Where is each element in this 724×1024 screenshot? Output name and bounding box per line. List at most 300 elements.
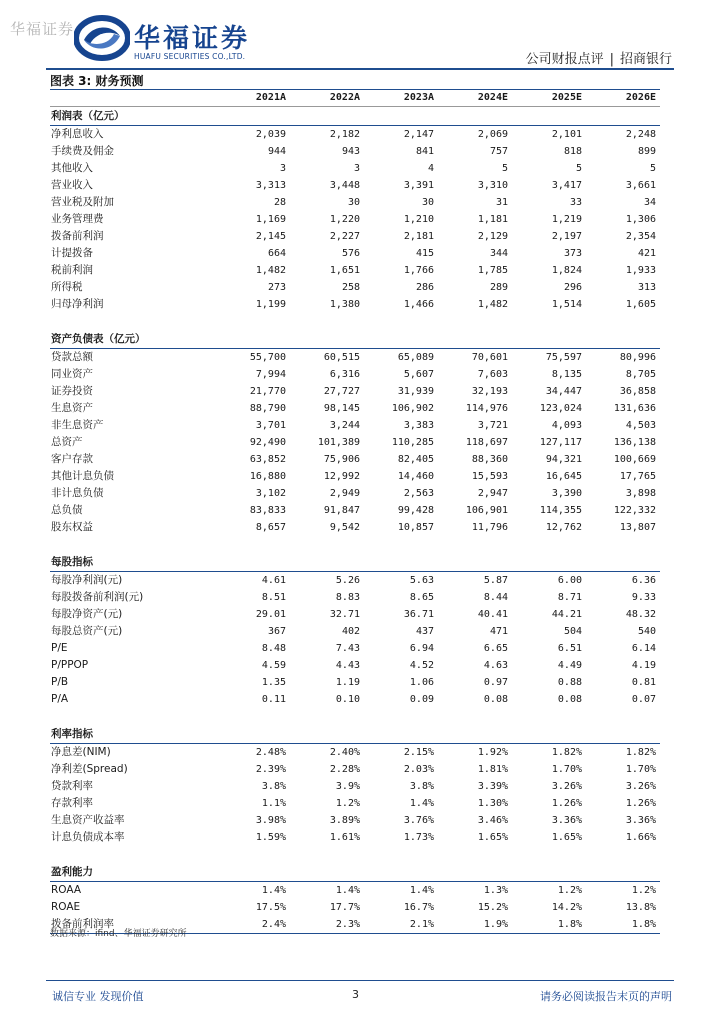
value-cell: 367 bbox=[267, 626, 286, 637]
row-label: 净利差(Spread) bbox=[51, 763, 128, 775]
value-cell: 6.14 bbox=[631, 643, 656, 654]
value-cell: 664 bbox=[267, 248, 286, 259]
spacer-cell bbox=[50, 536, 660, 553]
value-cell: 98,145 bbox=[323, 403, 360, 414]
value-cell: 2.39% bbox=[255, 764, 286, 775]
value-cell: 1.26% bbox=[551, 798, 582, 809]
row-label: 营业收入 bbox=[51, 179, 93, 191]
value-cell: 5.63 bbox=[409, 575, 434, 586]
section-header-row bbox=[50, 725, 660, 744]
row-label: 计提拨备 bbox=[51, 247, 93, 259]
value-cell: 0.07 bbox=[631, 694, 656, 705]
row-label: 每股净资产(元) bbox=[51, 608, 123, 620]
company-name: 招商银行 bbox=[619, 52, 672, 67]
value-cell: 1,766 bbox=[403, 265, 434, 276]
value-cell: 7,994 bbox=[255, 369, 286, 380]
value-cell: 3 bbox=[353, 163, 360, 174]
value-cell: 3,661 bbox=[625, 180, 656, 191]
value-cell: 1.70% bbox=[551, 764, 582, 775]
value-cell: 3,701 bbox=[255, 420, 286, 431]
table-row bbox=[50, 778, 660, 795]
value-cell: 1.4% bbox=[335, 885, 360, 896]
value-cell: 5 bbox=[649, 163, 656, 174]
value-cell: 8.51 bbox=[261, 592, 286, 603]
table-row bbox=[50, 899, 660, 916]
value-cell: 1,651 bbox=[329, 265, 360, 276]
value-cell: 2,182 bbox=[329, 129, 360, 140]
value-cell: 258 bbox=[341, 282, 360, 293]
value-cell: 296 bbox=[563, 282, 582, 293]
row-label: 拨备前利润率 bbox=[50, 916, 216, 934]
year-header-row bbox=[50, 90, 660, 107]
value-cell: 70,601 bbox=[471, 352, 508, 363]
table-row bbox=[50, 245, 660, 262]
value-cell: 1,380 bbox=[329, 299, 360, 310]
section-spacer bbox=[50, 536, 660, 553]
section-spacer bbox=[50, 846, 660, 863]
huafu-logo-icon bbox=[74, 14, 130, 62]
value-cell: 6.51 bbox=[557, 643, 582, 654]
value-cell: 32.71 bbox=[329, 609, 360, 620]
year-header: 2023A bbox=[364, 90, 438, 107]
value-cell: 2,354 bbox=[625, 231, 656, 242]
value-cell: 80,996 bbox=[619, 352, 656, 363]
value-cell: 2.3% bbox=[290, 916, 364, 934]
value-cell: 2,227 bbox=[329, 231, 360, 242]
value-cell: 5 bbox=[575, 163, 582, 174]
value-cell: 34 bbox=[643, 197, 656, 208]
value-cell: 0.08 bbox=[557, 694, 582, 705]
table-row bbox=[50, 262, 660, 279]
value-cell: 3.8% bbox=[409, 781, 434, 792]
table-row bbox=[50, 451, 660, 468]
value-cell: 118,697 bbox=[465, 437, 508, 448]
value-cell: 1.65% bbox=[551, 832, 582, 843]
table-row bbox=[50, 366, 660, 383]
report-info bbox=[526, 48, 672, 67]
value-cell: 127,117 bbox=[539, 437, 582, 448]
value-cell: 28 bbox=[273, 197, 286, 208]
value-cell: 6.94 bbox=[409, 643, 434, 654]
value-cell: 1.4% bbox=[409, 885, 434, 896]
value-cell: 1,199 bbox=[255, 299, 286, 310]
value-cell: 1.06 bbox=[409, 677, 434, 688]
row-label: 存款利率 bbox=[51, 797, 93, 809]
footer-disclaimer: 请务必阅读报告末页的声明 bbox=[540, 990, 672, 1003]
table-row bbox=[50, 589, 660, 606]
value-cell: 3.98% bbox=[255, 815, 286, 826]
value-cell: 3,390 bbox=[551, 488, 582, 499]
value-cell: 15,593 bbox=[471, 471, 508, 482]
value-cell: 3,417 bbox=[551, 180, 582, 191]
value-cell: 3.9% bbox=[335, 781, 360, 792]
value-cell: 2,949 bbox=[329, 488, 360, 499]
value-cell: 94,321 bbox=[545, 454, 582, 465]
value-cell: 1.92% bbox=[477, 747, 508, 758]
value-cell: 1.9% bbox=[438, 916, 512, 934]
table-row bbox=[50, 279, 660, 296]
value-cell: 3.76% bbox=[403, 815, 434, 826]
value-cell: 4 bbox=[427, 163, 434, 174]
table-row bbox=[50, 211, 660, 228]
value-cell: 1,482 bbox=[477, 299, 508, 310]
value-cell: 841 bbox=[415, 146, 434, 157]
value-cell: 943 bbox=[341, 146, 360, 157]
table-row bbox=[50, 623, 660, 640]
table-row bbox=[50, 795, 660, 812]
table-row bbox=[50, 296, 660, 313]
year-header: 2025E bbox=[512, 90, 586, 107]
value-cell: 2,039 bbox=[255, 129, 286, 140]
value-cell: 3.46% bbox=[477, 815, 508, 826]
value-cell: 313 bbox=[637, 282, 656, 293]
row-label: 计息负债成本率 bbox=[51, 831, 125, 843]
table-row bbox=[50, 761, 660, 778]
row-label: 贷款总额 bbox=[51, 351, 93, 363]
value-cell: 5,607 bbox=[403, 369, 434, 380]
value-cell: 1,210 bbox=[403, 214, 434, 225]
value-cell: 40.41 bbox=[477, 609, 508, 620]
row-label: P/PPOP bbox=[51, 659, 89, 671]
value-cell: 55,700 bbox=[249, 352, 286, 363]
value-cell: 17.7% bbox=[329, 902, 360, 913]
year-header: 2021A bbox=[216, 90, 290, 107]
value-cell: 30 bbox=[347, 197, 360, 208]
value-cell: 2,145 bbox=[255, 231, 286, 242]
row-label: 生息资产收益率 bbox=[51, 814, 125, 826]
table-row bbox=[50, 502, 660, 519]
header-rule bbox=[46, 68, 674, 70]
value-cell: 1,605 bbox=[625, 299, 656, 310]
value-cell: 32,193 bbox=[471, 386, 508, 397]
value-cell: 8.44 bbox=[483, 592, 508, 603]
section-title: 利润表（亿元） bbox=[50, 107, 660, 126]
value-cell: 1.73% bbox=[403, 832, 434, 843]
value-cell: 8,135 bbox=[551, 369, 582, 380]
row-label: 税前利润 bbox=[51, 264, 93, 276]
value-cell: 471 bbox=[489, 626, 508, 637]
table-row bbox=[50, 126, 660, 144]
value-cell: 5 bbox=[501, 163, 508, 174]
table-row bbox=[50, 417, 660, 434]
value-cell: 0.11 bbox=[261, 694, 286, 705]
value-cell: 5.87 bbox=[483, 575, 508, 586]
value-cell: 3,721 bbox=[477, 420, 508, 431]
value-cell: 1,466 bbox=[403, 299, 434, 310]
value-cell: 421 bbox=[637, 248, 656, 259]
value-cell: 8.83 bbox=[335, 592, 360, 603]
row-label: ROAE bbox=[51, 901, 81, 913]
value-cell: 2,181 bbox=[403, 231, 434, 242]
company-logo bbox=[74, 14, 264, 64]
value-cell: 100,669 bbox=[613, 454, 656, 465]
value-cell: 4.63 bbox=[483, 660, 508, 671]
section-spacer bbox=[50, 708, 660, 725]
value-cell: 2,197 bbox=[551, 231, 582, 242]
value-cell: 0.10 bbox=[335, 694, 360, 705]
row-label: 业务管理费 bbox=[51, 213, 104, 225]
value-cell: 13.8% bbox=[625, 902, 656, 913]
value-cell: 5.26 bbox=[335, 575, 360, 586]
value-cell: 1.35 bbox=[261, 677, 286, 688]
value-cell: 1.19 bbox=[335, 677, 360, 688]
value-cell: 0.88 bbox=[557, 677, 582, 688]
value-cell: 4,093 bbox=[551, 420, 582, 431]
row-label: ROAA bbox=[51, 884, 82, 896]
value-cell: 2,101 bbox=[551, 129, 582, 140]
value-cell: 576 bbox=[341, 248, 360, 259]
value-cell: 2.15% bbox=[403, 747, 434, 758]
row-label: 同业资产 bbox=[51, 368, 93, 380]
section-header-row bbox=[50, 107, 660, 126]
table-row bbox=[50, 744, 660, 762]
year-header: 2026E bbox=[586, 90, 660, 107]
value-cell: 106,901 bbox=[465, 505, 508, 516]
value-cell: 99,428 bbox=[397, 505, 434, 516]
row-label: P/A bbox=[51, 693, 69, 705]
value-cell: 14.2% bbox=[551, 902, 582, 913]
value-cell: 1.1% bbox=[261, 798, 286, 809]
value-cell: 1,514 bbox=[551, 299, 582, 310]
value-cell: 4.19 bbox=[631, 660, 656, 671]
value-cell: 82,405 bbox=[397, 454, 434, 465]
data-source-note: 数据来源：ifind、华福证券研究所 bbox=[50, 929, 187, 939]
value-cell: 6,316 bbox=[329, 369, 360, 380]
value-cell: 3,244 bbox=[329, 420, 360, 431]
value-cell: 1.4% bbox=[261, 885, 286, 896]
value-cell: 6.36 bbox=[631, 575, 656, 586]
year-header: 2024E bbox=[438, 90, 512, 107]
section-title: 利率指标 bbox=[50, 725, 660, 744]
value-cell: 3.8% bbox=[261, 781, 286, 792]
value-cell: 3 bbox=[279, 163, 286, 174]
row-label: 证券投资 bbox=[51, 385, 93, 397]
footer-slogan: 诚信专业 发现价值 bbox=[52, 990, 144, 1003]
value-cell: 273 bbox=[267, 282, 286, 293]
value-cell: 1.8% bbox=[586, 916, 660, 934]
value-cell: 2,069 bbox=[477, 129, 508, 140]
value-cell: 1,785 bbox=[477, 265, 508, 276]
value-cell: 415 bbox=[415, 248, 434, 259]
year-header-blank bbox=[50, 90, 216, 107]
table-row bbox=[50, 485, 660, 502]
table-row bbox=[50, 383, 660, 400]
value-cell: 15.2% bbox=[477, 902, 508, 913]
value-cell: 4.61 bbox=[261, 575, 286, 586]
value-cell: 2,248 bbox=[625, 129, 656, 140]
value-cell: 944 bbox=[267, 146, 286, 157]
figure-title: 图表 3: 财务预测 bbox=[50, 74, 144, 88]
row-label: 其他计息负债 bbox=[51, 470, 114, 482]
value-cell: 1.2% bbox=[557, 885, 582, 896]
value-cell: 3,102 bbox=[255, 488, 286, 499]
table-row bbox=[50, 572, 660, 590]
table-row bbox=[50, 812, 660, 829]
value-cell: 2.4% bbox=[216, 916, 290, 934]
section-header-row bbox=[50, 553, 660, 572]
value-cell: 0.81 bbox=[631, 677, 656, 688]
section-header-row bbox=[50, 330, 660, 349]
value-cell: 2,947 bbox=[477, 488, 508, 499]
value-cell: 27,727 bbox=[323, 386, 360, 397]
value-cell: 12,992 bbox=[323, 471, 360, 482]
footer-rule bbox=[46, 980, 674, 981]
value-cell: 7.43 bbox=[335, 643, 360, 654]
year-header: 2022A bbox=[290, 90, 364, 107]
spacer-cell bbox=[50, 708, 660, 725]
value-cell: 0.97 bbox=[483, 677, 508, 688]
value-cell: 1.82% bbox=[551, 747, 582, 758]
table-row bbox=[50, 177, 660, 194]
value-cell: 122,332 bbox=[613, 505, 656, 516]
value-cell: 2.48% bbox=[255, 747, 286, 758]
value-cell: 6.65 bbox=[483, 643, 508, 654]
row-label: 总负债 bbox=[51, 504, 83, 516]
value-cell: 1.65% bbox=[477, 832, 508, 843]
row-label: 贷款利率 bbox=[51, 780, 93, 792]
table-row bbox=[50, 829, 660, 846]
value-cell: 63,852 bbox=[249, 454, 286, 465]
value-cell: 504 bbox=[563, 626, 582, 637]
value-cell: 344 bbox=[489, 248, 508, 259]
value-cell: 14,460 bbox=[397, 471, 434, 482]
table-row bbox=[50, 468, 660, 485]
table-row bbox=[50, 606, 660, 623]
watermark-text: 华福证券 bbox=[10, 20, 75, 38]
value-cell: 110,285 bbox=[391, 437, 434, 448]
value-cell: 0.09 bbox=[409, 694, 434, 705]
table-row bbox=[50, 674, 660, 691]
section-title: 资产负债表（亿元） bbox=[50, 330, 660, 349]
row-label: 净利息收入 bbox=[51, 128, 104, 140]
row-label: 每股净利润(元) bbox=[51, 574, 123, 586]
row-label: 所得税 bbox=[51, 281, 83, 293]
value-cell: 4.52 bbox=[409, 660, 434, 671]
section-title: 每股指标 bbox=[50, 553, 660, 572]
logo-english-name: HUAFU SECURITIES CO.,LTD. bbox=[134, 52, 246, 61]
page-number: 3 bbox=[352, 988, 359, 1001]
logo-chinese-name: 华福证券 bbox=[134, 24, 251, 54]
value-cell: 1.82% bbox=[625, 747, 656, 758]
value-cell: 4.43 bbox=[335, 660, 360, 671]
value-cell: 83,833 bbox=[249, 505, 286, 516]
value-cell: 3,383 bbox=[403, 420, 434, 431]
spacer-cell bbox=[50, 846, 660, 863]
value-cell: 1,824 bbox=[551, 265, 582, 276]
table-row bbox=[50, 691, 660, 708]
value-cell: 3,310 bbox=[477, 180, 508, 191]
value-cell: 4.59 bbox=[261, 660, 286, 671]
value-cell: 65,089 bbox=[397, 352, 434, 363]
table-row bbox=[50, 434, 660, 451]
row-label: P/E bbox=[51, 642, 68, 654]
value-cell: 13,807 bbox=[619, 522, 656, 533]
value-cell: 3.36% bbox=[625, 815, 656, 826]
value-cell: 286 bbox=[415, 282, 434, 293]
value-cell: 92,490 bbox=[249, 437, 286, 448]
value-cell: 2.03% bbox=[403, 764, 434, 775]
value-cell: 17,765 bbox=[619, 471, 656, 482]
value-cell: 818 bbox=[563, 146, 582, 157]
value-cell: 1,482 bbox=[255, 265, 286, 276]
value-cell: 3,391 bbox=[403, 180, 434, 191]
row-label: 手续费及佣金 bbox=[51, 145, 114, 157]
section-title: 盈利能力 bbox=[50, 863, 660, 882]
value-cell: 17.5% bbox=[255, 902, 286, 913]
value-cell: 2.28% bbox=[329, 764, 360, 775]
value-cell: 1.81% bbox=[477, 764, 508, 775]
value-cell: 1.2% bbox=[335, 798, 360, 809]
value-cell: 101,389 bbox=[317, 437, 360, 448]
value-cell: 1.8% bbox=[512, 916, 586, 934]
value-cell: 12,762 bbox=[545, 522, 582, 533]
table-row bbox=[50, 519, 660, 536]
row-label: 营业税及附加 bbox=[51, 196, 114, 208]
value-cell: 88,790 bbox=[249, 403, 286, 414]
report-separator: | bbox=[609, 52, 614, 67]
value-cell: 3.26% bbox=[551, 781, 582, 792]
value-cell: 8.65 bbox=[409, 592, 434, 603]
value-cell: 3.26% bbox=[625, 781, 656, 792]
value-cell: 131,636 bbox=[613, 403, 656, 414]
financial-forecast-table bbox=[50, 89, 660, 934]
table-row bbox=[50, 194, 660, 211]
value-cell: 8.71 bbox=[557, 592, 582, 603]
value-cell: 44.21 bbox=[551, 609, 582, 620]
table-row bbox=[50, 657, 660, 674]
row-label: 净息差(NIM) bbox=[51, 746, 111, 758]
row-label: 总资产 bbox=[51, 436, 83, 448]
value-cell: 3.36% bbox=[551, 815, 582, 826]
row-label: P/B bbox=[51, 676, 69, 688]
value-cell: 3,313 bbox=[255, 180, 286, 191]
value-cell: 16.7% bbox=[403, 902, 434, 913]
value-cell: 3,448 bbox=[329, 180, 360, 191]
value-cell: 8.48 bbox=[261, 643, 286, 654]
value-cell: 9,542 bbox=[329, 522, 360, 533]
value-cell: 1.2% bbox=[631, 885, 656, 896]
value-cell: 2,147 bbox=[403, 129, 434, 140]
row-label: 股东权益 bbox=[51, 521, 93, 533]
table-row bbox=[50, 228, 660, 245]
value-cell: 7,603 bbox=[477, 369, 508, 380]
value-cell: 21,770 bbox=[249, 386, 286, 397]
value-cell: 16,880 bbox=[249, 471, 286, 482]
value-cell: 31 bbox=[495, 197, 508, 208]
value-cell: 30 bbox=[421, 197, 434, 208]
value-cell: 60,515 bbox=[323, 352, 360, 363]
value-cell: 437 bbox=[415, 626, 434, 637]
row-label: 非生息资产 bbox=[51, 419, 104, 431]
row-label: 归母净利润 bbox=[51, 298, 104, 310]
value-cell: 1,306 bbox=[625, 214, 656, 225]
value-cell: 1,169 bbox=[255, 214, 286, 225]
row-label: 每股拨备前利润(元) bbox=[51, 591, 144, 603]
value-cell: 373 bbox=[563, 248, 582, 259]
value-cell: 1,220 bbox=[329, 214, 360, 225]
value-cell: 48.32 bbox=[625, 609, 656, 620]
value-cell: 289 bbox=[489, 282, 508, 293]
row-label: 拨备前利润 bbox=[51, 230, 104, 242]
section-spacer bbox=[50, 313, 660, 330]
value-cell: 36.71 bbox=[403, 609, 434, 620]
value-cell: 2,129 bbox=[477, 231, 508, 242]
value-cell: 540 bbox=[637, 626, 656, 637]
value-cell: 1.30% bbox=[477, 798, 508, 809]
table-row bbox=[50, 882, 660, 900]
value-cell: 757 bbox=[489, 146, 508, 157]
value-cell: 8,705 bbox=[625, 369, 656, 380]
